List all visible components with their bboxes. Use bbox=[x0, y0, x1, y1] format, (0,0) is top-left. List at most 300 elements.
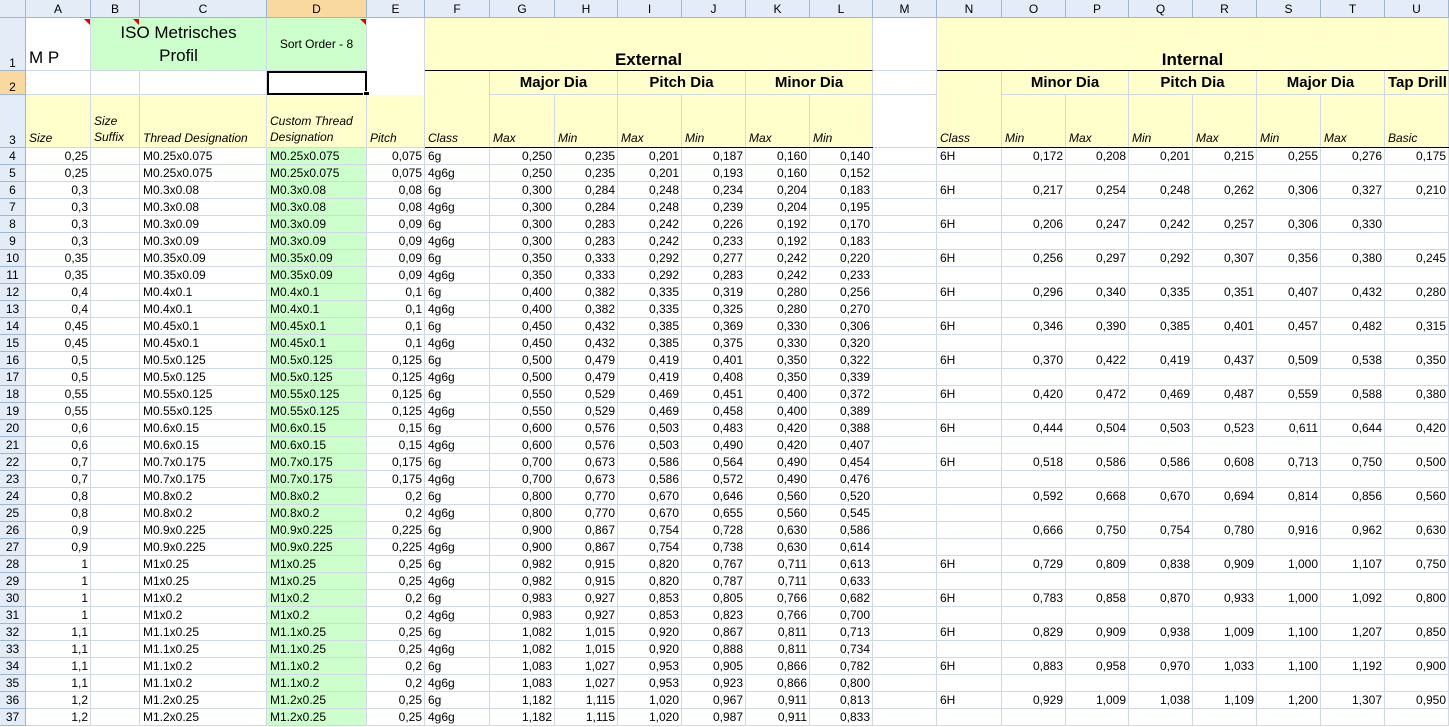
cell-int-value[interactable] bbox=[1066, 437, 1129, 454]
header-tap-drill[interactable]: Tap Drill bbox=[1385, 71, 1449, 95]
cell-int-value[interactable] bbox=[1129, 403, 1193, 420]
header-pitch[interactable]: Pitch bbox=[367, 95, 425, 148]
row-header-27[interactable]: 27 bbox=[0, 539, 26, 556]
cell-ext-class[interactable]: 4g6g bbox=[425, 369, 490, 386]
cell-thread-designation[interactable]: M1x0.25 bbox=[140, 573, 267, 590]
cell-ext-class[interactable]: 4g6g bbox=[425, 437, 490, 454]
cell-pitch[interactable]: 0,125 bbox=[367, 352, 425, 369]
cell-size-suffix[interactable] bbox=[91, 658, 140, 675]
cell-ext-value[interactable]: 0,420 bbox=[746, 420, 810, 437]
cell-ext-value[interactable]: 0,201 bbox=[618, 165, 682, 182]
row-header-11[interactable]: 11 bbox=[0, 267, 26, 284]
cell-int-value[interactable] bbox=[1193, 573, 1257, 590]
cell-custom-thread-designation[interactable]: M1.1x0.25 bbox=[267, 641, 367, 658]
cell-int-value[interactable]: 0,809 bbox=[1066, 556, 1129, 573]
cell-m2[interactable] bbox=[873, 71, 937, 95]
cell-int-value[interactable]: 0,437 bbox=[1193, 352, 1257, 369]
row-header-32[interactable]: 32 bbox=[0, 624, 26, 641]
cell-ext-value[interactable]: 0,350 bbox=[490, 250, 555, 267]
cell-ext-value[interactable]: 0,385 bbox=[618, 318, 682, 335]
cell-int-value[interactable]: 0,280 bbox=[1385, 284, 1449, 301]
row-header-3[interactable]: 3 bbox=[0, 95, 26, 148]
cell-ext-value[interactable]: 0,953 bbox=[618, 658, 682, 675]
cell-size[interactable]: 1 bbox=[26, 556, 91, 573]
cell-pitch[interactable]: 0,225 bbox=[367, 539, 425, 556]
cell-ext-value[interactable]: 0,284 bbox=[555, 199, 618, 216]
cell-int-value[interactable] bbox=[1257, 267, 1321, 284]
cell-int-value[interactable]: 0,750 bbox=[1385, 556, 1449, 573]
cell-int-class[interactable] bbox=[937, 675, 1002, 692]
cell-size[interactable]: 0,8 bbox=[26, 505, 91, 522]
header-int-pitch-dia[interactable]: Pitch Dia bbox=[1129, 71, 1257, 95]
cell-ext-value[interactable]: 0,600 bbox=[490, 437, 555, 454]
row-header-13[interactable]: 13 bbox=[0, 301, 26, 318]
cell-int-value[interactable] bbox=[1321, 709, 1385, 726]
cell-int-value[interactable] bbox=[1257, 607, 1321, 624]
cell-ext-class[interactable]: 6g bbox=[425, 216, 490, 233]
cell-int-value[interactable] bbox=[1385, 335, 1449, 352]
cell-size-suffix[interactable] bbox=[91, 318, 140, 335]
cell-int-value[interactable] bbox=[1129, 165, 1193, 182]
cell-ext-value[interactable]: 0,490 bbox=[682, 437, 746, 454]
cell-size[interactable]: 1 bbox=[26, 573, 91, 590]
header-size-suffix[interactable]: Size Suffix bbox=[91, 95, 140, 148]
cell-ext-value[interactable]: 0,905 bbox=[682, 658, 746, 675]
cell-int-class[interactable] bbox=[937, 471, 1002, 488]
cell-int-value[interactable] bbox=[1385, 403, 1449, 420]
column-header-s[interactable]: S bbox=[1257, 0, 1321, 18]
cell-ext-value[interactable]: 0,927 bbox=[555, 590, 618, 607]
row-header-14[interactable]: 14 bbox=[0, 318, 26, 335]
cell-int-value[interactable]: 0,670 bbox=[1129, 488, 1193, 505]
cell-size-suffix[interactable] bbox=[91, 352, 140, 369]
cell-custom-thread-designation[interactable]: M0.3x0.08 bbox=[267, 182, 367, 199]
cell-size[interactable]: 0,7 bbox=[26, 471, 91, 488]
cell-m[interactable] bbox=[873, 675, 937, 692]
cell-int-value[interactable]: 0,256 bbox=[1002, 250, 1066, 267]
cell-ext-value[interactable]: 0,140 bbox=[810, 148, 873, 165]
header-int-minor-dia[interactable]: Minor Dia bbox=[1002, 71, 1129, 95]
cell-size-suffix[interactable] bbox=[91, 488, 140, 505]
cell-thread-designation[interactable]: M0.35x0.09 bbox=[140, 267, 267, 284]
cell-int-class[interactable] bbox=[937, 233, 1002, 250]
cell-int-value[interactable] bbox=[1066, 641, 1129, 658]
cell-ext-value[interactable]: 0,220 bbox=[810, 250, 873, 267]
cell-ext-value[interactable]: 0,408 bbox=[682, 369, 746, 386]
cell-ext-class[interactable]: 4g6g bbox=[425, 573, 490, 590]
cell-pitch[interactable]: 0,15 bbox=[367, 420, 425, 437]
cell-ext-value[interactable]: 0,350 bbox=[746, 352, 810, 369]
cell-pitch[interactable]: 0,25 bbox=[367, 692, 425, 709]
cell-ext-value[interactable]: 0,823 bbox=[682, 607, 746, 624]
cell-thread-designation[interactable]: M0.45x0.1 bbox=[140, 318, 267, 335]
cell-size-suffix[interactable] bbox=[91, 301, 140, 318]
cell-size[interactable]: 0,7 bbox=[26, 454, 91, 471]
cell-m[interactable] bbox=[873, 522, 937, 539]
cell-int-value[interactable] bbox=[1066, 539, 1129, 556]
cell-size[interactable]: 0,3 bbox=[26, 233, 91, 250]
cell-ext-value[interactable]: 0,248 bbox=[618, 182, 682, 199]
cell-pitch[interactable]: 0,15 bbox=[367, 437, 425, 454]
row-header-6[interactable]: 6 bbox=[0, 182, 26, 199]
cell-int-value[interactable]: 0,500 bbox=[1385, 454, 1449, 471]
row-header-23[interactable]: 23 bbox=[0, 471, 26, 488]
cell-m[interactable] bbox=[873, 590, 937, 607]
cell-int-value[interactable]: 0,970 bbox=[1129, 658, 1193, 675]
cell-ext-value[interactable]: 0,983 bbox=[490, 607, 555, 624]
cell-ext-value[interactable]: 0,280 bbox=[746, 284, 810, 301]
cell-int-value[interactable] bbox=[1129, 607, 1193, 624]
cell-int-value[interactable]: 0,588 bbox=[1321, 386, 1385, 403]
header-int-class[interactable]: Class bbox=[937, 95, 1002, 148]
cell-custom-thread-designation[interactable]: M1x0.2 bbox=[267, 590, 367, 607]
cell-ext-value[interactable]: 0,401 bbox=[682, 352, 746, 369]
cell-ext-value[interactable]: 0,888 bbox=[682, 641, 746, 658]
cell-size[interactable]: 0,9 bbox=[26, 522, 91, 539]
cell-int-value[interactable]: 1,109 bbox=[1193, 692, 1257, 709]
cell-int-value[interactable] bbox=[1321, 437, 1385, 454]
cell-ext-value[interactable]: 0,335 bbox=[618, 284, 682, 301]
cell-ext-class[interactable]: 6g bbox=[425, 522, 490, 539]
cell-ext-value[interactable]: 1,083 bbox=[490, 675, 555, 692]
cell-ext-value[interactable]: 0,867 bbox=[682, 624, 746, 641]
cell-ext-value[interactable]: 0,450 bbox=[490, 318, 555, 335]
header-ext-major-dia[interactable]: Major Dia bbox=[490, 71, 618, 95]
header-ext-minor-min[interactable]: Min bbox=[810, 95, 873, 148]
cell-int-value[interactable] bbox=[1002, 199, 1066, 216]
cell-int-value[interactable]: 1,107 bbox=[1321, 556, 1385, 573]
cell-ext-value[interactable]: 0,389 bbox=[810, 403, 873, 420]
cell-ext-value[interactable]: 0,766 bbox=[746, 590, 810, 607]
cell-ext-value[interactable]: 0,407 bbox=[810, 437, 873, 454]
cell-custom-thread-designation[interactable]: M0.5x0.125 bbox=[267, 352, 367, 369]
row-header-34[interactable]: 34 bbox=[0, 658, 26, 675]
cell-ext-value[interactable]: 0,382 bbox=[555, 284, 618, 301]
cell-int-value[interactable]: 1,100 bbox=[1257, 624, 1321, 641]
cell-int-value[interactable] bbox=[1129, 505, 1193, 522]
cell-int-value[interactable] bbox=[1193, 607, 1257, 624]
cell-ext-value[interactable]: 0,867 bbox=[555, 539, 618, 556]
cell-int-value[interactable]: 0,856 bbox=[1321, 488, 1385, 505]
cell-int-value[interactable] bbox=[1002, 403, 1066, 420]
cell-int-value[interactable]: 1,192 bbox=[1321, 658, 1385, 675]
cell-pitch[interactable]: 0,2 bbox=[367, 488, 425, 505]
cell-int-value[interactable]: 1,000 bbox=[1257, 556, 1321, 573]
cell-int-class[interactable]: 6H bbox=[937, 216, 1002, 233]
cell-int-value[interactable] bbox=[1066, 165, 1129, 182]
cell-ext-value[interactable]: 1,027 bbox=[555, 675, 618, 692]
cell-ext-value[interactable]: 0,235 bbox=[555, 148, 618, 165]
cell-pitch[interactable]: 0,225 bbox=[367, 522, 425, 539]
cell-size-suffix[interactable] bbox=[91, 454, 140, 471]
cell-int-value[interactable] bbox=[1066, 335, 1129, 352]
cell-int-value[interactable]: 0,909 bbox=[1066, 624, 1129, 641]
column-header-f[interactable]: F bbox=[425, 0, 490, 18]
cell-int-value[interactable] bbox=[1257, 641, 1321, 658]
cell-int-value[interactable]: 0,457 bbox=[1257, 318, 1321, 335]
cell-ext-value[interactable]: 0,250 bbox=[490, 165, 555, 182]
cell-ext-value[interactable]: 1,182 bbox=[490, 692, 555, 709]
cell-int-value[interactable] bbox=[1066, 369, 1129, 386]
cell-int-value[interactable]: 0,814 bbox=[1257, 488, 1321, 505]
cell-int-value[interactable] bbox=[1129, 539, 1193, 556]
cell-thread-designation[interactable]: M0.5x0.125 bbox=[140, 352, 267, 369]
cell-int-value[interactable]: 0,783 bbox=[1002, 590, 1066, 607]
cell-ext-value[interactable]: 0,560 bbox=[746, 488, 810, 505]
cell-m3[interactable] bbox=[873, 95, 937, 148]
cell-int-value[interactable]: 1,009 bbox=[1193, 624, 1257, 641]
cell-m[interactable] bbox=[873, 692, 937, 709]
cell-int-value[interactable]: 0,385 bbox=[1129, 318, 1193, 335]
cell-custom-thread-designation[interactable]: M0.55x0.125 bbox=[267, 386, 367, 403]
cell-ext-value[interactable]: 0,170 bbox=[810, 216, 873, 233]
cell-int-value[interactable]: 0,276 bbox=[1321, 148, 1385, 165]
cell-int-value[interactable] bbox=[1066, 573, 1129, 590]
cell-int-value[interactable] bbox=[1193, 267, 1257, 284]
column-header-j[interactable]: J bbox=[682, 0, 746, 18]
cell-ext-value[interactable]: 0,250 bbox=[490, 148, 555, 165]
cell-ext-value[interactable]: 0,800 bbox=[810, 675, 873, 692]
cell-thread-designation[interactable]: M1.1x0.25 bbox=[140, 641, 267, 658]
cell-pitch[interactable]: 0,08 bbox=[367, 182, 425, 199]
row-header-9[interactable]: 9 bbox=[0, 233, 26, 250]
cell-ext-value[interactable]: 0,187 bbox=[682, 148, 746, 165]
cell-b2[interactable] bbox=[91, 71, 140, 95]
cell-int-value[interactable] bbox=[1321, 573, 1385, 590]
cell-m[interactable] bbox=[873, 420, 937, 437]
cell-pitch[interactable]: 0,25 bbox=[367, 624, 425, 641]
cell-int-value[interactable]: 0,780 bbox=[1193, 522, 1257, 539]
cell-int-class[interactable] bbox=[937, 165, 1002, 182]
cell-ext-value[interactable]: 0,235 bbox=[555, 165, 618, 182]
cell-int-value[interactable] bbox=[1385, 505, 1449, 522]
cell-m[interactable] bbox=[873, 318, 937, 335]
cell-pitch[interactable]: 0,075 bbox=[367, 165, 425, 182]
cell-int-value[interactable] bbox=[1066, 199, 1129, 216]
cell-ext-class[interactable]: 6g bbox=[425, 284, 490, 301]
cell-int-value[interactable] bbox=[1002, 641, 1066, 658]
cell-int-value[interactable] bbox=[1129, 471, 1193, 488]
row-header-1[interactable]: 1 bbox=[0, 18, 26, 71]
cell-custom-thread-designation[interactable]: M0.45x0.1 bbox=[267, 318, 367, 335]
cell-ext-value[interactable]: 0,490 bbox=[746, 471, 810, 488]
cell-size[interactable]: 0,3 bbox=[26, 182, 91, 199]
cell-size[interactable]: 1 bbox=[26, 607, 91, 624]
cell-custom-thread-designation[interactable]: M0.55x0.125 bbox=[267, 403, 367, 420]
row-header-18[interactable]: 18 bbox=[0, 386, 26, 403]
cell-ext-class[interactable]: 4g6g bbox=[425, 199, 490, 216]
cell-pitch[interactable]: 0,09 bbox=[367, 250, 425, 267]
row-header-20[interactable]: 20 bbox=[0, 420, 26, 437]
cell-int-value[interactable] bbox=[1257, 165, 1321, 182]
cell-thread-designation[interactable]: M1x0.2 bbox=[140, 590, 267, 607]
cell-int-value[interactable] bbox=[1385, 301, 1449, 318]
cell-int-value[interactable] bbox=[1385, 607, 1449, 624]
cell-ext-value[interactable]: 0,600 bbox=[490, 420, 555, 437]
cell-ext-value[interactable]: 0,915 bbox=[555, 556, 618, 573]
cell-ext-value[interactable]: 0,270 bbox=[810, 301, 873, 318]
cell-int-value[interactable]: 0,586 bbox=[1129, 454, 1193, 471]
cell-int-value[interactable]: 0,327 bbox=[1321, 182, 1385, 199]
cell-size-suffix[interactable] bbox=[91, 675, 140, 692]
cell-size-suffix[interactable] bbox=[91, 692, 140, 709]
cell-int-value[interactable] bbox=[1385, 437, 1449, 454]
row-header-36[interactable]: 36 bbox=[0, 692, 26, 709]
cell-ext-value[interactable]: 0,813 bbox=[810, 692, 873, 709]
cell-custom-thread-designation[interactable]: M0.35x0.09 bbox=[267, 250, 367, 267]
cell-ext-value[interactable]: 0,713 bbox=[810, 624, 873, 641]
row-header-17[interactable]: 17 bbox=[0, 369, 26, 386]
cell-thread-designation[interactable]: M0.5x0.125 bbox=[140, 369, 267, 386]
cell-ext-value[interactable]: 0,193 bbox=[682, 165, 746, 182]
row-header-25[interactable]: 25 bbox=[0, 505, 26, 522]
cell-int-value[interactable]: 0,754 bbox=[1129, 522, 1193, 539]
cell-ext-value[interactable]: 0,300 bbox=[490, 216, 555, 233]
cell-size[interactable]: 0,35 bbox=[26, 267, 91, 284]
cell-m[interactable] bbox=[873, 165, 937, 182]
cell-ext-class[interactable]: 6g bbox=[425, 556, 490, 573]
cell-size-suffix[interactable] bbox=[91, 556, 140, 573]
cell-custom-thread-designation[interactable]: M0.8x0.2 bbox=[267, 505, 367, 522]
cell-ext-value[interactable]: 0,248 bbox=[618, 199, 682, 216]
cell-int-value[interactable]: 0,242 bbox=[1129, 216, 1193, 233]
cell-ext-value[interactable]: 0,503 bbox=[618, 437, 682, 454]
cell-int-value[interactable]: 1,038 bbox=[1129, 692, 1193, 709]
cell-ext-value[interactable]: 0,700 bbox=[490, 454, 555, 471]
cell-thread-designation[interactable]: M1.1x0.25 bbox=[140, 624, 267, 641]
cell-ext-value[interactable]: 0,160 bbox=[746, 148, 810, 165]
cell-thread-designation[interactable]: M0.3x0.08 bbox=[140, 182, 267, 199]
cell-ext-value[interactable]: 0,479 bbox=[555, 352, 618, 369]
cell-size[interactable]: 0,4 bbox=[26, 301, 91, 318]
cell-int-value[interactable]: 0,630 bbox=[1385, 522, 1449, 539]
cell-m[interactable] bbox=[873, 556, 937, 573]
cell-int-value[interactable]: 0,340 bbox=[1066, 284, 1129, 301]
cell-ext-class[interactable]: 4g6g bbox=[425, 505, 490, 522]
cell-ext-class[interactable]: 6g bbox=[425, 420, 490, 437]
cell-int-value[interactable]: 0,509 bbox=[1257, 352, 1321, 369]
cell-thread-designation[interactable]: M0.35x0.09 bbox=[140, 250, 267, 267]
cell-int-value[interactable]: 0,306 bbox=[1257, 216, 1321, 233]
cell-ext-value[interactable]: 0,300 bbox=[490, 182, 555, 199]
cell-m[interactable] bbox=[873, 182, 937, 199]
cell-int-value[interactable]: 0,586 bbox=[1066, 454, 1129, 471]
cell-ext-value[interactable]: 0,330 bbox=[746, 335, 810, 352]
cell-ext-value[interactable]: 0,280 bbox=[746, 301, 810, 318]
cell-ext-value[interactable]: 0,560 bbox=[746, 505, 810, 522]
cell-ext-value[interactable]: 0,160 bbox=[746, 165, 810, 182]
cell-thread-designation[interactable]: M0.9x0.225 bbox=[140, 539, 267, 556]
header-tap-drill-basic[interactable]: Basic bbox=[1385, 95, 1449, 148]
cell-int-value[interactable]: 0,729 bbox=[1002, 556, 1066, 573]
cell-int-value[interactable]: 0,694 bbox=[1193, 488, 1257, 505]
cell-ext-value[interactable]: 0,853 bbox=[618, 607, 682, 624]
header-int-minor-max[interactable]: Max bbox=[1066, 95, 1129, 148]
cell-thread-designation[interactable]: M0.25x0.075 bbox=[140, 165, 267, 182]
cell-ext-value[interactable]: 0,700 bbox=[490, 471, 555, 488]
cell-int-value[interactable] bbox=[1257, 539, 1321, 556]
header-int-pitch-min[interactable]: Min bbox=[1129, 95, 1193, 148]
row-header-33[interactable]: 33 bbox=[0, 641, 26, 658]
cell-size-suffix[interactable] bbox=[91, 607, 140, 624]
cell-thread-designation[interactable]: M1.2x0.25 bbox=[140, 692, 267, 709]
header-external[interactable]: External bbox=[425, 18, 873, 71]
cell-m[interactable] bbox=[873, 216, 937, 233]
cell-int-value[interactable]: 0,420 bbox=[1002, 386, 1066, 403]
cell-ext-value[interactable]: 0,738 bbox=[682, 539, 746, 556]
cell-int-value[interactable] bbox=[1385, 233, 1449, 250]
cell-int-value[interactable]: 0,296 bbox=[1002, 284, 1066, 301]
cell-ext-value[interactable]: 0,520 bbox=[810, 488, 873, 505]
cell-int-value[interactable] bbox=[1002, 607, 1066, 624]
cell-ext-value[interactable]: 0,419 bbox=[618, 369, 682, 386]
cell-ext-value[interactable]: 0,728 bbox=[682, 522, 746, 539]
row-header-29[interactable]: 29 bbox=[0, 573, 26, 590]
cell-ext-value[interactable]: 0,670 bbox=[618, 488, 682, 505]
cell-int-value[interactable] bbox=[1129, 369, 1193, 386]
cell-m[interactable] bbox=[873, 199, 937, 216]
cell-ext-value[interactable]: 0,613 bbox=[810, 556, 873, 573]
cell-ext-value[interactable]: 0,586 bbox=[810, 522, 873, 539]
cell-ext-value[interactable]: 0,866 bbox=[746, 675, 810, 692]
cell-int-value[interactable]: 0,611 bbox=[1257, 420, 1321, 437]
cell-ext-value[interactable]: 0,655 bbox=[682, 505, 746, 522]
cell-size-suffix[interactable] bbox=[91, 420, 140, 437]
cell-int-value[interactable]: 0,370 bbox=[1002, 352, 1066, 369]
cell-custom-thread-designation[interactable]: M1x0.2 bbox=[267, 607, 367, 624]
cell-size-suffix[interactable] bbox=[91, 522, 140, 539]
cell-ext-value[interactable]: 0,420 bbox=[746, 437, 810, 454]
cell-m[interactable] bbox=[873, 624, 937, 641]
cell-thread-designation[interactable]: M0.4x0.1 bbox=[140, 284, 267, 301]
cell-ext-value[interactable]: 0,400 bbox=[490, 301, 555, 318]
cell-int-value[interactable]: 0,962 bbox=[1321, 522, 1385, 539]
cell-ext-class[interactable]: 6g bbox=[425, 624, 490, 641]
cell-size[interactable]: 0,25 bbox=[26, 148, 91, 165]
cell-custom-thread-designation[interactable]: M0.45x0.1 bbox=[267, 335, 367, 352]
cell-ext-value[interactable]: 0,630 bbox=[746, 522, 810, 539]
cell-int-value[interactable] bbox=[1193, 437, 1257, 454]
cell-int-value[interactable] bbox=[1193, 403, 1257, 420]
cell-ext-value[interactable]: 0,853 bbox=[618, 590, 682, 607]
cell-int-value[interactable] bbox=[1385, 216, 1449, 233]
cell-int-value[interactable] bbox=[1002, 301, 1066, 318]
cell-m[interactable] bbox=[873, 437, 937, 454]
header-int-major-max[interactable]: Max bbox=[1321, 95, 1385, 148]
cell-size[interactable]: 0,5 bbox=[26, 369, 91, 386]
cell-int-value[interactable] bbox=[1321, 199, 1385, 216]
cell-ext-value[interactable]: 0,770 bbox=[555, 488, 618, 505]
cell-ext-class[interactable]: 4g6g bbox=[425, 675, 490, 692]
cell-m[interactable] bbox=[873, 607, 937, 624]
cell-ext-value[interactable]: 0,911 bbox=[746, 692, 810, 709]
cell-ext-value[interactable]: 0,711 bbox=[746, 556, 810, 573]
cell-ext-class[interactable]: 4g6g bbox=[425, 471, 490, 488]
cell-int-class[interactable] bbox=[937, 641, 1002, 658]
cell-pitch[interactable]: 0,075 bbox=[367, 148, 425, 165]
cell-size-suffix[interactable] bbox=[91, 709, 140, 726]
cell-ext-value[interactable]: 0,920 bbox=[618, 641, 682, 658]
cell-int-value[interactable]: 0,247 bbox=[1066, 216, 1129, 233]
column-header-h[interactable]: H bbox=[555, 0, 618, 18]
cell-ext-value[interactable]: 0,201 bbox=[618, 148, 682, 165]
cell-ext-value[interactable]: 0,767 bbox=[682, 556, 746, 573]
cell-size-suffix[interactable] bbox=[91, 437, 140, 454]
cell-int-value[interactable] bbox=[1193, 539, 1257, 556]
cell-ext-value[interactable]: 0,283 bbox=[682, 267, 746, 284]
cell-ext-value[interactable]: 1,015 bbox=[555, 641, 618, 658]
cell-custom-thread-designation[interactable]: M0.35x0.09 bbox=[267, 267, 367, 284]
